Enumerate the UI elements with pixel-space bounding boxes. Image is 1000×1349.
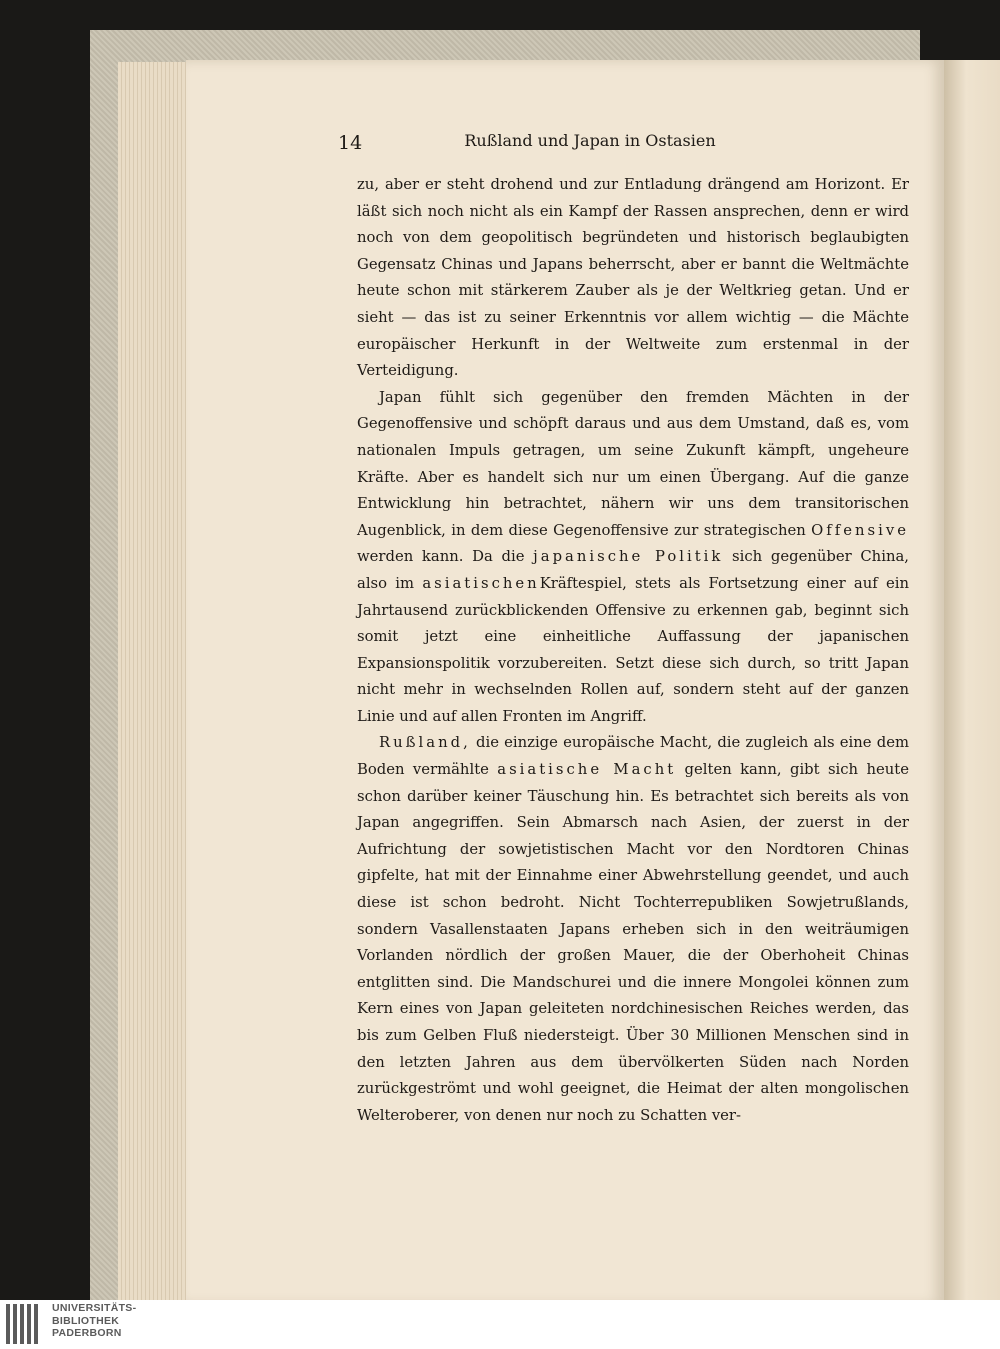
paragraph-3-part-b: gelten kann, gibt sich heute schon darüber keiner Täuschung hin. Es betrachtet sich bereits als von Japan angegriffen. Sein Abmarsch nach Asien, der zuerst in der Aufrichtung der sowjetistischen Macht vor den Nordtoren Chinas gipfelte, hat mit der Einnahme einer Abwehrstellung geendet, und auch diese ist schon bedroht. Nicht Tochterrepubliken Sowjetrußlands, sondern Vasallenstaaten Japans erheben sich in den weiträumigen Vorlanden nördlich der großen Mauer, die der Oberhoheit Chinas entglitten sind. Die Mandschurei und die innere Mongolei können zum Kern eines von Japan geleiteten nordchinesischen Reiches werden, das bis zum Gelben Fluß niedersteigt. Über 30 Millionen Menschen sind in den letzten Jahren aus dem übervölkerten Süden nach Norden zurückgeströmt und wohl geeignet, die Heimat der alten mongolischen Welteroberer, von denen nur noch zu Schatten ver-	[357, 761, 909, 1124]
paragraph-2-part-b: werden kann. Da die	[357, 548, 525, 566]
body-text	[357, 172, 909, 1129]
logo-line-2: BIBLIOTHEK	[52, 1314, 120, 1327]
paragraph-1: zu, aber er steht drohend und zur Entladung drängend am Horizont. Er läßt sich noch nicht als ein Kampf der Rassen ansprechen, denn er wird noch von dem geopolitisch begründeten und historisch beglaubigten Gegensatz Chinas und Japans beherrscht, aber er bannt die Weltmächte heute schon mit stärkerem Zauber als je der Weltkrieg getan. Und er sieht — das ist zu seiner Erkenntnis vor allem wichtig — die Mächte europäischer Herkunft in der Weltweite zum erstenmal in der Verteidigung.	[357, 176, 909, 380]
facing-page-edge	[944, 60, 1000, 1300]
logo-line-3: PADERBORN	[52, 1327, 122, 1339]
emphasis-russland: Rußland,	[379, 734, 471, 752]
paragraph-2-part-c: sich gegenüber China, also im	[357, 548, 909, 592]
paragraph-3	[357, 730, 909, 1129]
logo-line-1: UNIVERSITÄTS-	[52, 1302, 137, 1314]
library-logo-text	[52, 1302, 136, 1340]
paragraph-2-part-d: Kräftespiel, stets als Fortsetzung einer auf ein Jahrtausend zurückblickenden Offensive zu erkennen gab, beginnt sich somit jetzt eine einheitliche Auffassung der japanischen Expansionspolitik vorzubereiten. Setzt diese sich durch, so tritt Japan nicht mehr in wechselnden Rollen auf, sondern steht auf der ganzen Linie und auf allen Fronten im Angriff.	[357, 574, 909, 725]
running-head: Rußland und Japan in Ostasien	[464, 131, 716, 150]
emphasis-offensive: Offensive	[811, 521, 909, 539]
paragraph-2-part-a: Japan fühlt sich gegenüber den fremden Mächten in der Gegenoffensive und schöpft daraus und aus dem Umstand, daß es, vom nationalen Impuls getragen, um seine Zukunft kämpft, ungeheure Kräfte. Aber es handelt sich nur um einen Übergang. Auf die ganze Entwicklung hin betrachtet, nähern wir uns dem transitorischen Augenblick, in dem diese Gegenoffensive zur strategischen	[357, 388, 909, 539]
paragraph-2	[357, 385, 909, 731]
library-logo-icon	[6, 1304, 42, 1344]
emphasis-asiatische-macht: asiatische Macht	[497, 761, 677, 779]
paragraph-3-part-a: die einzige europäische Macht, die zugleich als eine dem Boden vermählte	[357, 734, 909, 779]
emphasis-japanische-politik: japanische Politik	[533, 548, 724, 566]
emphasis-asiatischen: asiatischen	[422, 574, 540, 592]
page-number: 14	[338, 132, 363, 154]
page-edges	[118, 62, 188, 1300]
footer-bar	[0, 1300, 1000, 1349]
